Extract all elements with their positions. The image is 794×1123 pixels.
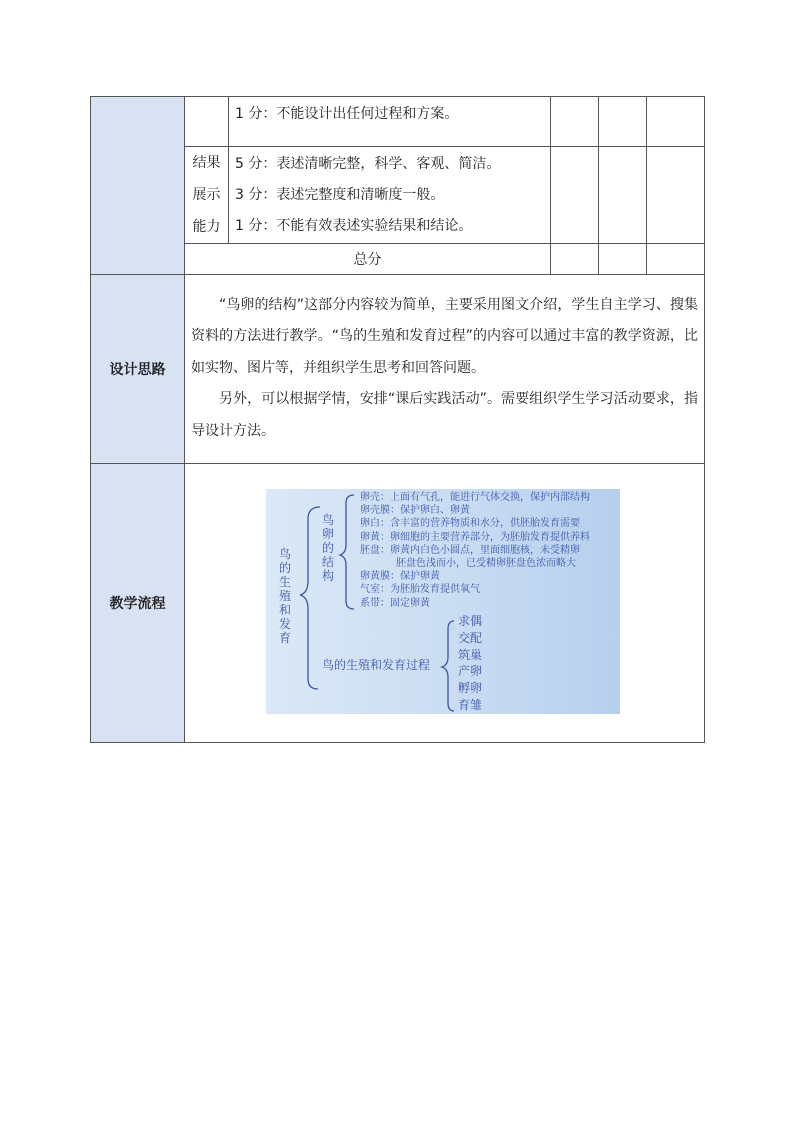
egg-item: 卵壳膜：保护卵白、卵黄	[360, 505, 470, 517]
rubric-description	[229, 97, 551, 147]
process-step: 交配	[458, 630, 483, 645]
design-paragraph: “鸟卵的结构”这部分内容较为简单，主要采用图文介绍，学生自主学习、搜集资料的方法进行教学。“鸟的生殖和发育过程”的内容可以通过丰富的教学资源，比如实物、图片等，并组织学生思考和回答问题。	[191, 296, 698, 376]
process-step: 求偶	[458, 614, 483, 628]
score-cell	[599, 147, 647, 244]
score-cell	[599, 97, 647, 147]
criterion-result-presentation: 结果 展示 能力	[185, 147, 229, 244]
process-step: 筑巢	[458, 647, 483, 662]
egg-item: 系带：固定卵黄	[360, 597, 430, 609]
egg-item: 胚盘：卵黄内白色小圆点，里面细胞核，未受精卵	[360, 544, 580, 556]
score-cell	[647, 97, 705, 147]
total-label: 总分	[185, 244, 551, 275]
process-step: 产卵	[458, 664, 483, 679]
score-cell	[551, 97, 599, 147]
egg-item: 卵黄膜：保护卵黄	[360, 571, 440, 583]
score-cell	[599, 244, 647, 275]
egg-item: 卵壳：上面有气孔，能进行气体交换，保护内部结构	[360, 492, 590, 503]
egg-item: 卵白：含丰富的营养物质和水分，供胚胎发育需要	[360, 518, 580, 530]
criterion-cell-empty	[185, 97, 229, 147]
design-label: 设计思路	[91, 275, 185, 464]
flow-label: 教学流程	[91, 464, 185, 743]
process-step: 孵卵	[458, 681, 483, 696]
score-cell	[647, 147, 705, 244]
concept-diagram	[266, 489, 620, 714]
process-steps	[458, 613, 482, 714]
design-paragraph: 另外，可以根据学情，安排“课后实践活动”。需要组织学生学习活动要求，指导设计方法。	[191, 391, 698, 439]
egg-item: 胚盘色浅而小，已受精卵胚盘色浓而略大	[396, 558, 576, 570]
egg-item: 气室：为胚胎发育提供氧气	[360, 584, 480, 596]
rubric-description	[229, 147, 551, 244]
diagram-branch-structure: 鸟卵的结构	[321, 513, 334, 583]
egg-item: 卵黄：卵细胞的主要营养部分，为胚胎发育提供养料	[360, 531, 590, 543]
design-text	[185, 275, 705, 464]
rubric-line: 1 分：不能设计出任何过程和方案。	[235, 106, 459, 122]
process-step: 育雏	[458, 697, 483, 712]
score-cell	[551, 147, 599, 244]
egg-structure-list	[360, 491, 590, 610]
rubric-label-cell	[91, 97, 185, 275]
rubric-line: 3 分：表述完整度和清晰度一般。	[235, 186, 445, 203]
diagram-branch-process: 鸟的生殖和发育过程	[322, 658, 431, 672]
rubric-line: 5 分：表述清晰完整，科学、客观、简洁。	[235, 155, 501, 172]
flow-cell	[185, 464, 705, 743]
evaluation-table	[90, 96, 705, 743]
diagram-root: 鸟的生殖和发育	[278, 547, 291, 645]
score-cell	[647, 244, 705, 275]
score-cell	[551, 244, 599, 275]
rubric-line: 1 分：不能有效表述实验结果和结论。	[235, 217, 473, 234]
